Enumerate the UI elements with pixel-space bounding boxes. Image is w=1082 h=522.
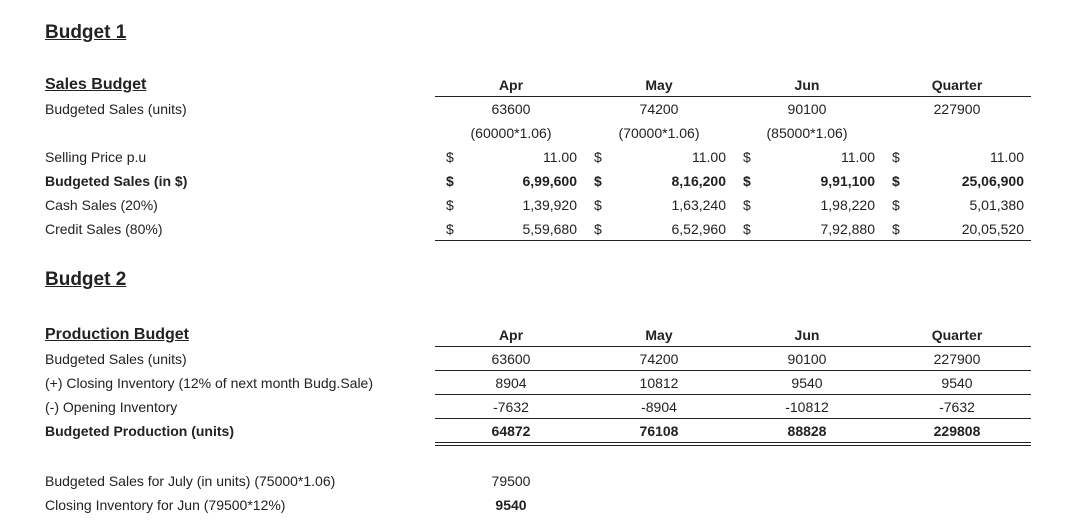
currency-symbol: $ [594, 149, 602, 165]
currency-symbol: $ [743, 197, 751, 213]
credit-sales-label: Credit Sales (80%) [45, 221, 163, 237]
credit-sales-quarter: 20,05,520 [961, 221, 1024, 237]
sales-units-may: 74200 [639, 101, 679, 117]
sales-bottom-rule [435, 240, 1031, 241]
sales-col-apr: Apr [498, 77, 524, 93]
currency-symbol: $ [446, 221, 454, 237]
closing-inventory-apr: 8904 [495, 375, 527, 391]
sales-units-apr: 63600 [491, 101, 531, 117]
budget1-title: Budget 1 [45, 22, 127, 43]
cash-sales-jun: 1,98,220 [820, 197, 875, 213]
prod-sales-units-jun: 90100 [787, 351, 827, 367]
selling-price-quarter: 11.00 [990, 149, 1024, 165]
currency-symbol: $ [594, 173, 602, 189]
budgeted-sales-dollar-apr: 6,99,600 [522, 173, 577, 189]
currency-symbol: $ [446, 149, 454, 165]
currency-symbol: $ [743, 149, 751, 165]
selling-price-label: Selling Price p.u [45, 149, 147, 165]
prod-row-rule [435, 370, 1031, 371]
sales-budget-heading: Sales Budget [45, 76, 147, 93]
budgeted-production-may: 76108 [639, 423, 679, 439]
budgeted-sales-dollar-label: Budgeted Sales (in $) [45, 173, 188, 189]
currency-symbol: $ [892, 173, 900, 189]
prod-col-quarter: Quarter [931, 327, 983, 343]
currency-symbol: $ [594, 221, 602, 237]
budgeted-sales-dollar-quarter: 25,06,900 [961, 173, 1024, 189]
currency-symbol: $ [446, 197, 454, 213]
calc-note-apr: (60000*1.06) [470, 125, 552, 141]
prod-sales-units-may: 74200 [639, 351, 679, 367]
selling-price-jun: 11.00 [841, 149, 875, 165]
sales-units-jun: 90100 [787, 101, 827, 117]
currency-symbol: $ [743, 173, 751, 189]
currency-symbol: $ [743, 221, 751, 237]
closing-inventory-jun: 9540 [791, 375, 823, 391]
currency-symbol: $ [594, 197, 602, 213]
selling-price-may: 11.00 [692, 149, 726, 165]
july-sales-note-label: Budgeted Sales for July (in units) (75000*1.06) [45, 473, 336, 489]
closing-inventory-may: 10812 [639, 375, 679, 391]
closing-inventory-quarter: 9540 [941, 375, 973, 391]
sales-header-rule [435, 96, 1031, 97]
prod-row-rule [435, 418, 1031, 419]
currency-symbol: $ [892, 221, 900, 237]
sales-col-quarter: Quarter [931, 77, 983, 93]
july-sales-note-value: 79500 [491, 473, 531, 489]
sales-units-quarter: 227900 [933, 101, 981, 117]
prod-col-jun: Jun [794, 327, 820, 343]
prod-sales-units-label: Budgeted Sales (units) [45, 351, 187, 367]
jun-closing-note-value: 9540 [495, 497, 527, 513]
prod-header-rule [435, 346, 1031, 347]
prod-sales-units-apr: 63600 [491, 351, 531, 367]
currency-symbol: $ [446, 173, 454, 189]
budgeted-sales-dollar-may: 8,16,200 [671, 173, 726, 189]
opening-inventory-apr: -7632 [493, 399, 529, 415]
credit-sales-may: 6,52,960 [671, 221, 726, 237]
prod-sales-units-quarter: 227900 [933, 351, 981, 367]
selling-price-apr: 11.00 [543, 149, 577, 165]
currency-symbol: $ [892, 149, 900, 165]
calc-note-jun: (85000*1.06) [766, 125, 848, 141]
budgeted-production-jun: 88828 [787, 423, 827, 439]
currency-symbol: $ [892, 197, 900, 213]
cash-sales-apr: 1,39,920 [522, 197, 577, 213]
jun-closing-note-label: Closing Inventory for Jun (79500*12%) [45, 497, 286, 513]
calc-note-may: (70000*1.06) [618, 125, 700, 141]
credit-sales-apr: 5,59,680 [522, 221, 577, 237]
opening-inventory-label: (-) Opening Inventory [45, 399, 178, 415]
prod-col-apr: Apr [498, 327, 524, 343]
budget2-title: Budget 2 [45, 269, 127, 290]
budgeted-production-apr: 64872 [491, 423, 531, 439]
sales-units-label: Budgeted Sales (units) [45, 101, 187, 117]
production-budget-heading: Production Budget [45, 326, 189, 343]
opening-inventory-quarter: -7632 [939, 399, 975, 415]
prod-col-may: May [645, 327, 673, 343]
cash-sales-quarter: 5,01,380 [969, 197, 1024, 213]
opening-inventory-may: -8904 [641, 399, 677, 415]
credit-sales-jun: 7,92,880 [820, 221, 875, 237]
opening-inventory-jun: -10812 [785, 399, 829, 415]
cash-sales-may: 1,63,240 [671, 197, 726, 213]
budgeted-production-label: Budgeted Production (units) [45, 423, 234, 439]
closing-inventory-label: (+) Closing Inventory (12% of next month Budg.Sale) [45, 375, 374, 391]
prod-total-rule [435, 445, 1031, 446]
sales-col-jun: Jun [794, 77, 820, 93]
cash-sales-label: Cash Sales (20%) [45, 197, 158, 213]
prod-total-rule [435, 442, 1031, 443]
sales-col-may: May [645, 77, 673, 93]
budgeted-production-quarter: 229808 [933, 423, 981, 439]
budgeted-sales-dollar-jun: 9,91,100 [820, 173, 875, 189]
prod-row-rule [435, 394, 1031, 395]
